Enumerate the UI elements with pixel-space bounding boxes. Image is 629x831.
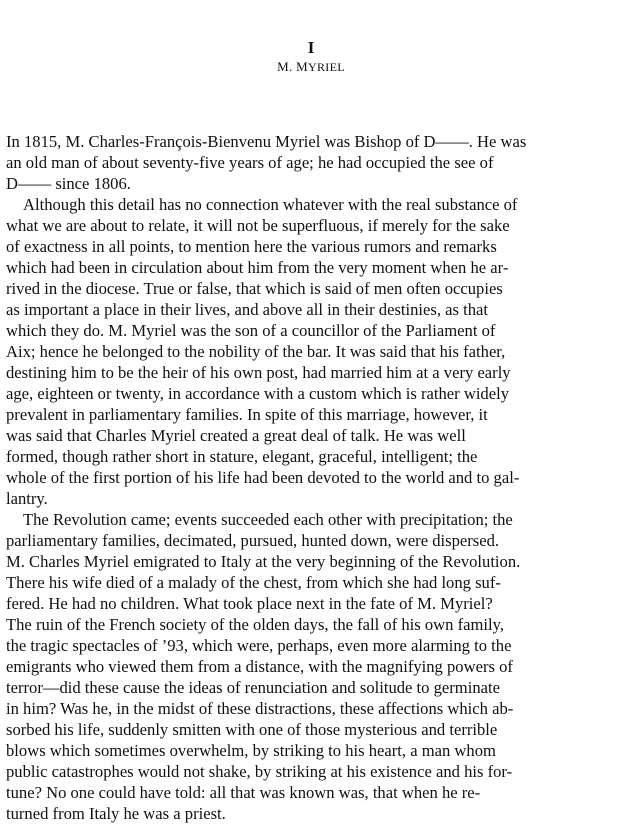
text-line: There his wife died of a malady of the chest, from which she had long suf- — [6, 573, 501, 592]
text-line: of exactness in all points, to mention here the various rumors and remarks — [6, 237, 497, 256]
text-line: turned from Italy he was a priest. — [6, 804, 226, 823]
text-line: as important a place in their lives, and above all in their destinies, as that — [6, 300, 488, 319]
chapter-body — [6, 131, 618, 824]
text-line: was said that Charles Myriel created a great deal of talk. He was well — [6, 426, 466, 445]
paragraph-start-line: The Revolution came; events succeeded each other with precipitation; the — [23, 510, 513, 529]
text-line: In 1815, M. Charles-François-Bienvenu Myriel was Bishop of D——. He was — [6, 132, 527, 151]
text-line: destining him to be the heir of his own post, had married him at a very early — [6, 363, 511, 382]
text-line: in him? Was he, in the midst of these distractions, these affections which ab- — [6, 699, 514, 718]
text-line: D—— since 1806. — [6, 174, 131, 193]
text-line: sorbed his life, suddenly smitten with one of those mysterious and terrible — [6, 720, 498, 739]
text-line: terror—did these cause the ideas of renunciation and solitude to germinate — [6, 678, 500, 697]
text-line: blows which sometimes overwhelm, by striking to his heart, a man whom — [6, 741, 496, 760]
text-line: prevalent in parliamentary families. In spite of this marriage, however, it — [6, 405, 488, 424]
text-line: parliamentary families, decimated, pursued, hunted down, were dispersed. — [6, 531, 500, 550]
text-line: formed, though rather short in stature, elegant, graceful, intelligent; the — [6, 447, 478, 466]
text-line: whole of the first portion of his life had been devoted to the world and to gal- — [6, 468, 520, 487]
text-line: emigrants who viewed them from a distance, with the magnifying powers of — [6, 657, 513, 676]
text-line: an old man of about seventy-five years of age; he had occupied the see of — [6, 153, 494, 172]
text-line: tune? No one could have told: all that was known was, that when he re- — [6, 783, 481, 802]
chapter-title-text: M. MYRIEL — [277, 59, 345, 74]
text-line: what we are about to relate, it will not be superfluous, if merely for the sake — [6, 216, 510, 235]
text-line: which had been in circulation about him from the very moment when he ar- — [6, 258, 509, 277]
text-line: public catastrophes would not shake, by striking at his existence and his for- — [6, 762, 513, 781]
chapter-heading — [0, 38, 622, 74]
text-line: age, eighteen or twenty, in accordance with a custom which is rather widely — [6, 384, 510, 403]
text-line: Aix; hence he belonged to the nobility of the bar. It was said that his father, — [6, 342, 506, 361]
text-line: lantry. — [6, 489, 48, 508]
chapter-number: I — [307, 38, 315, 57]
paragraph-start-line: Although this detail has no connection whatever with the real substance of — [23, 195, 518, 214]
text-line: the tragic spectacles of ’93, which were, perhaps, even more alarming to the — [6, 636, 512, 655]
text-line: which they do. M. Myriel was the son of a councillor of the Parliament of — [6, 321, 496, 340]
text-line: The ruin of the French society of the olden days, the fall of his own family, — [6, 615, 504, 634]
text-line: M. Charles Myriel emigrated to Italy at the very beginning of the Revolution. — [6, 552, 521, 571]
chapter-title — [0, 60, 622, 74]
text-line: fered. He had no children. What took place next in the fate of M. Myriel? — [6, 594, 493, 613]
text-line: rived in the diocese. True or false, that which is said of men often occupies — [6, 279, 503, 298]
